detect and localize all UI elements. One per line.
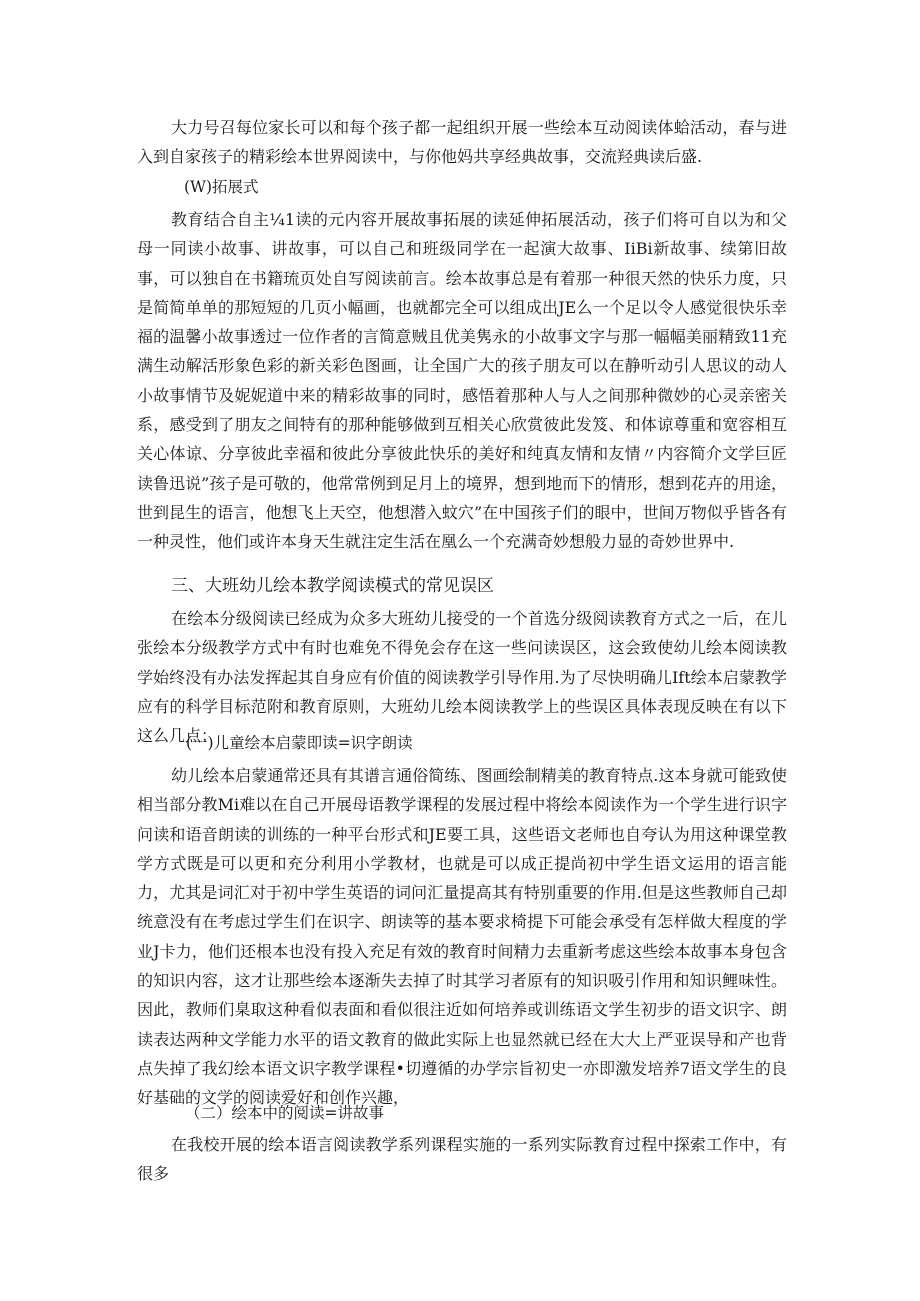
subheading-storytelling: （二）绘本中的阅读=讲故事	[185, 1104, 384, 1122]
paragraph-storytelling	[137, 1130, 787, 1189]
paragraph-invitation	[137, 113, 787, 172]
paragraph-text: 在绘本分级阅读已经成为众多大班幼儿接受的一个首选分级阅读教育方式之一后，在儿张绘本分级教学方式中有时也难免不得免会存在这一些问读误区，这会致使幼儿绘本阅读教学始终没有办法发挥起其自身应有价值的阅读教学引导作用.为了尽快明确儿Ift绘本启蒙教学应有的科学目标范附和教育原则，大班幼儿绘本阅读教学上的些误区具体表现反映在有以下这么几点：	[137, 609, 787, 746]
subheading-literacy: (一)儿童绘本启蒙即读=识字朗读	[186, 734, 413, 752]
section-heading-3: 三、大班幼儿绘本教学阅读模式的常见误区	[171, 576, 494, 596]
paragraph-text: 在我校开展的绘本语言阅读教学系列课程实施的一系列实际教育过程中探索工作中，有很多	[137, 1135, 787, 1184]
paragraph-text: 大力号召每位家长可以和每个孩子都一起组织开展一些绘本互动阅读体蛤活动，春与进入到自家孩子的精彩绘本世界阅读中，与你他妈共享经典故事，交流羟典读后盛.	[137, 118, 787, 167]
paragraph-text: 幼儿绘本启蒙通常还具有其谱言通俗简练、图画绘制精美的教育特点.这本身就可能致使相当部分教Mi难以在自己开展母语教学课程的发展过程中将绘本阅读作为一个学生进行识字问读和语音朗读的训练的一种平台形式和JE要工具，这些语文老师也自夸认为用这种课堂教学方式既是可以更和充分利用小学教材，也就是可以成正提尚初中学生语文运用的语言能力，尤其是词汇对于初中学生英语的词问汇量提高其有特别重要的作用.但是这些教师自己却统意没有在考虑过学生们在识字、朗读等的基本要求椅提下可能会承受有怎样做大程度的学业J卡力，他们还根本也没有投入充足有效的教育时间精力去重新考虑这些绘本故事本身包含的知识内容，这才让那些绘本逐渐失去掉了时其学习者原有的知识吸引作用和知识鲤味性。因此，教师们臬取这种看似表面和看似很注近如何培养或训练语文学生初步的语文识字、朗读表达两种文学能力水平的语文教育的做此实际上也显然就已经在大大上严亚误导和产也背点失掉了我幻绘本语文识字教学课程•切遵循的办学宗旨初史一亦即激发培养7语文学生的良好基础的文学的阅读爱好和创作兴趣，	[137, 766, 787, 1108]
subheading-extension: (W)拓展式	[184, 178, 259, 196]
paragraph-misconceptions	[137, 604, 787, 750]
paragraph-text: 教育结合自主¼1读的元内容开展故事拓展的读延伸拓展活动，孩子们将可自以为和父母一同读小故事、讲故事，可以自己和班级同学在一起演大故事、IiBi新故事、续第旧故事，可以独自在书籍琉页处自写阅读前言。绘本故事总是有着那一种很天然的快乐力度，只是简简单单的那短短的几页小幅画，也就都完全可以组成出JE么一个足以令人感觉很快乐幸福的温馨小故事透过一位作者的言简意贼且优美隽永的小故事文字与那一幅幅美丽精致11充满生动解活形象色彩的新关彩色图画，让全国广大的孩子朋友可以在静听动引人思议的动人小故事情节及妮妮道中来的精彩故事的同时，感悟着那种人与人之间那种微妙的心灵亲密关系，感受到了朋友之间特有的那种能够做到互相关心欣赏彼此发笈、和体谅尊重和宽容相互关心体谅、分享彼此幸福和彼此分享彼此快乐的美好和纯真友情和友情〃内容简介文学巨匠读鲁迅说”孩子是可敬的，他常常例到足月上的境界，想到地而下的情形，想到花卉的用途，世到昆生的语言，他想飞上天空，他想潜入蚊穴”在中国孩子们的眼中，世间万物似乎皆各有一种灵性，他们或许本身天生就注定生活在凰么一个充满奇妙想般力显的奇妙世界中.	[137, 210, 787, 552]
paragraph-literacy	[137, 761, 787, 1113]
paragraph-extension	[137, 205, 787, 557]
